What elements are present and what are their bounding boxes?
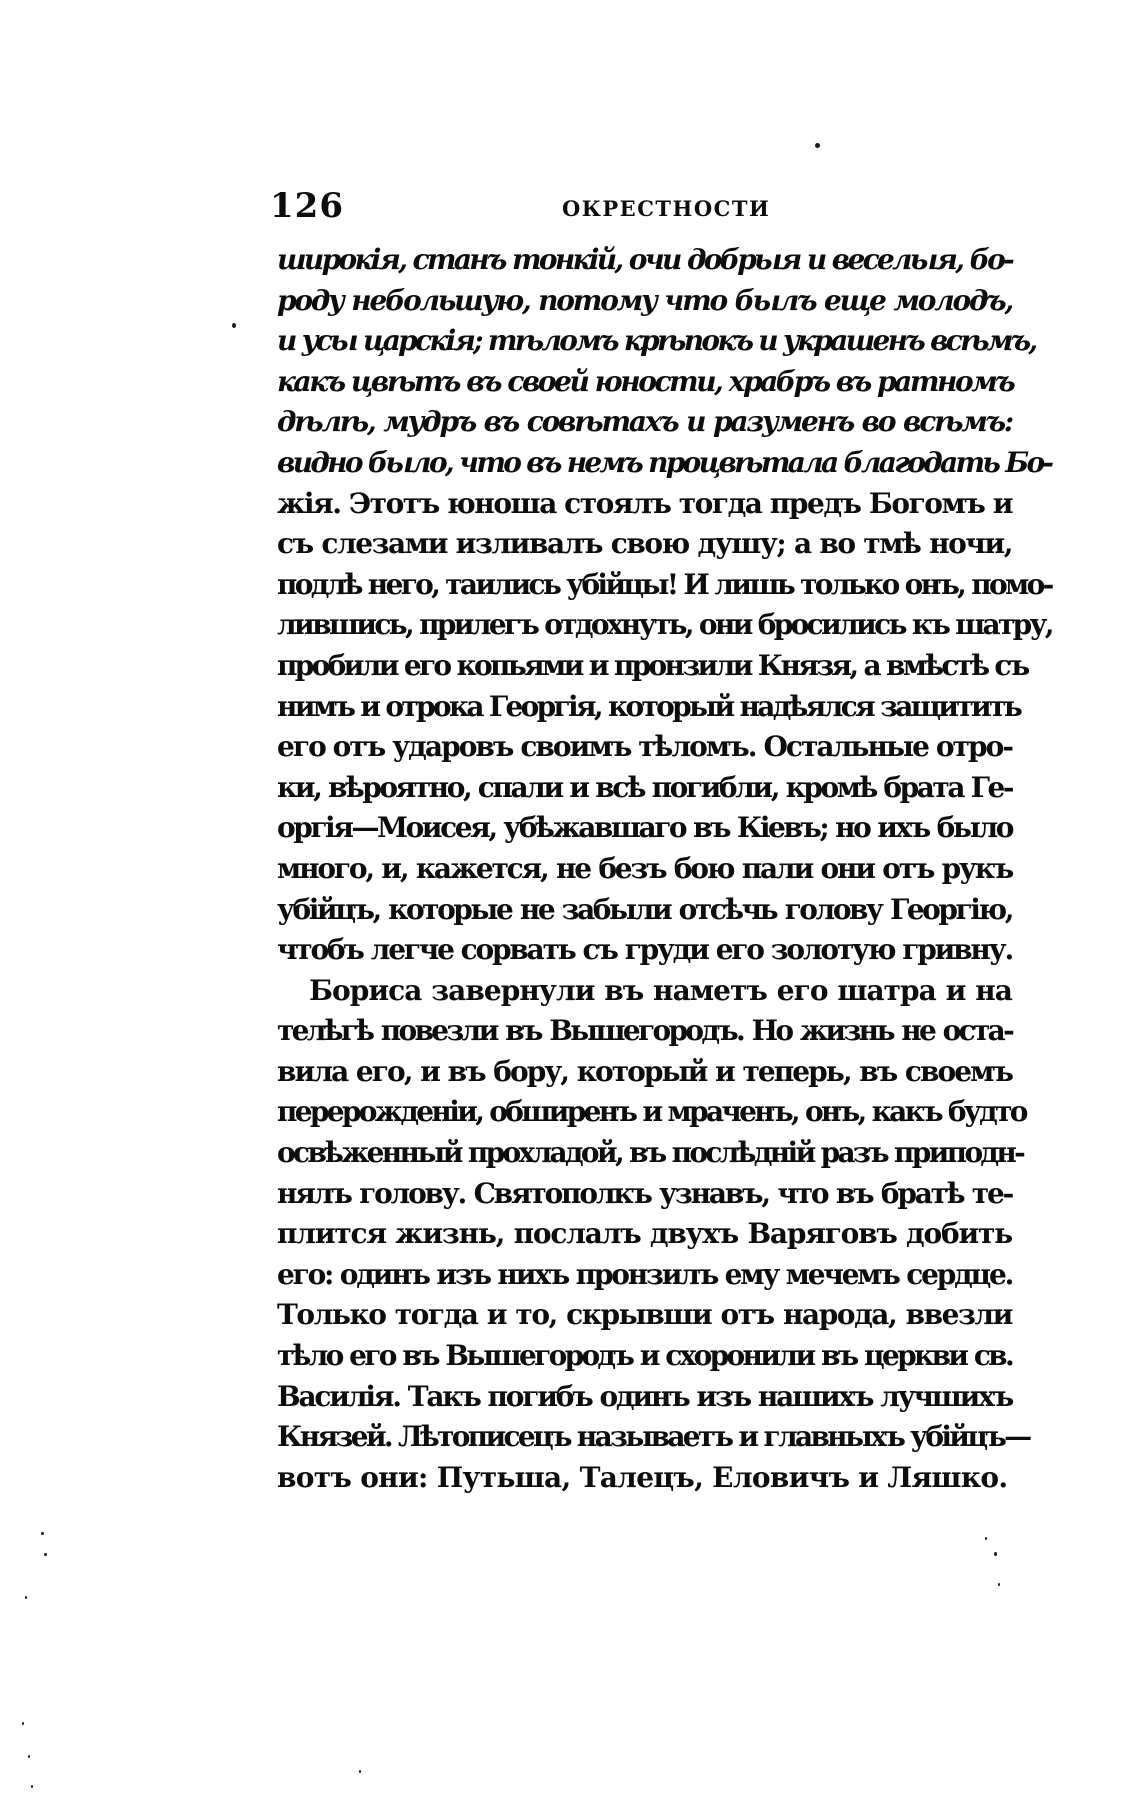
text-line: много, и, кажется, не безъ бою пали они отъ рукъ	[277, 851, 1012, 885]
text-line: тѣло его въ Вышегородъ и схоронили въ церкви св.	[277, 1339, 1012, 1373]
scan-speck	[985, 1537, 987, 1540]
text-line: пробили его копьями и пронзили Князя, а вмѣстѣ съ	[277, 648, 1028, 682]
text-line: Только тогда и то, скрывши отъ народа, ввезли	[277, 1298, 1012, 1332]
scan-speck	[25, 1596, 27, 1599]
scan-speck	[998, 1583, 1000, 1586]
text-line: нялъ голову. Святополкъ узнавъ, что въ братѣ те-	[277, 1176, 1012, 1210]
text-line: его: одинъ изъ нихъ пронзилъ ему мечемъ сердце.	[277, 1257, 1013, 1291]
text-line: телѣгѣ повезли въ Вышегородъ. Но жизнь не оста-	[277, 1014, 1012, 1048]
scan-speck	[359, 1770, 361, 1773]
scan-speck	[28, 1755, 30, 1758]
text-line: и усы царскія; тѣломъ крѣпокъ и украшенъ всѣмъ,	[277, 324, 1036, 358]
text-line: его отъ ударовъ своимъ тѣломъ. Остальные отро-	[277, 730, 1012, 764]
scan-speck	[232, 323, 236, 328]
text-line: съ слезами изливалъ свою душу; а во тмѣ ночи,	[277, 527, 1012, 561]
scan-speck	[41, 1532, 44, 1535]
scan-speck	[815, 143, 820, 148]
text-line: ки, вѣроятно, спали и всѣ погибли, кромѣ брата Ге-	[277, 770, 1012, 804]
page-number: 126	[270, 186, 344, 226]
text-line: Василія. Такъ погибъ одинъ изъ нашихъ лучшихъ	[277, 1379, 1012, 1413]
text-line: нимъ и отрока Георгія, который надѣялся защитить	[277, 689, 1021, 723]
scan-speck	[22, 1722, 24, 1725]
text-line: вила его, и въ бору, который и теперь, въ своемъ	[277, 1054, 1012, 1088]
text-line: роду небольшую, потому что былъ еще молодъ,	[277, 283, 1012, 317]
scan-speck	[44, 1553, 47, 1556]
text-line: освѣженный прохладой, въ послѣдній разъ приподн-	[277, 1136, 1024, 1170]
text-line: широкія, станъ тонкій, очи добрыя и веселыя, бо-	[277, 243, 1012, 276]
text-line: убійцъ, которые не забыли отсѣчь голову Георгію,	[277, 892, 1012, 926]
text-line: Князей. Лѣтописецъ называетъ и главныхъ убійцъ—	[277, 1420, 1030, 1454]
text-line: плится жизнь, послалъ двухъ Варяговъ добить	[277, 1217, 1012, 1251]
scan-speck	[31, 1785, 33, 1788]
text-line: лившись, прилегъ отдохнуть, они бросились къ шатру,	[277, 608, 1052, 642]
text-line: дѣлѣ, мудръ въ совѣтахъ и разуменъ во всѣмъ:	[277, 405, 1012, 439]
text-line: подлѣ него, таились убійцы! И лишь только онъ, помо-	[277, 567, 1052, 601]
text-line: видно было, что въ немъ процвѣтала благодать Бо-	[277, 445, 1052, 479]
text-line: оргія—Моисея, убѣжавшаго въ Кіевъ; но ихъ было	[277, 811, 1012, 845]
body-text	[277, 240, 1052, 1498]
text-line: чтобъ легче сорвать съ груди его золотую гривну.	[277, 933, 1012, 967]
page-header	[270, 186, 1014, 226]
text-line: Бориса завернули въ наметъ его шатра и на	[309, 973, 1012, 1007]
text-line: перерожденіи, обширенъ и мраченъ, онъ, какъ будто	[277, 1095, 1026, 1129]
running-head: ОКРЕСТНОСТИ	[562, 196, 771, 221]
scan-speck	[994, 1552, 997, 1556]
text-line: жія. Этотъ юноша стоялъ тогда предъ Богомъ и	[277, 486, 1013, 520]
text-line: вотъ они: Путьша, Талецъ, Еловичъ и Ляшко.	[277, 1460, 1008, 1494]
text-line: какъ цвѣтъ въ своей юности, храбръ въ ратномъ	[277, 364, 1014, 398]
